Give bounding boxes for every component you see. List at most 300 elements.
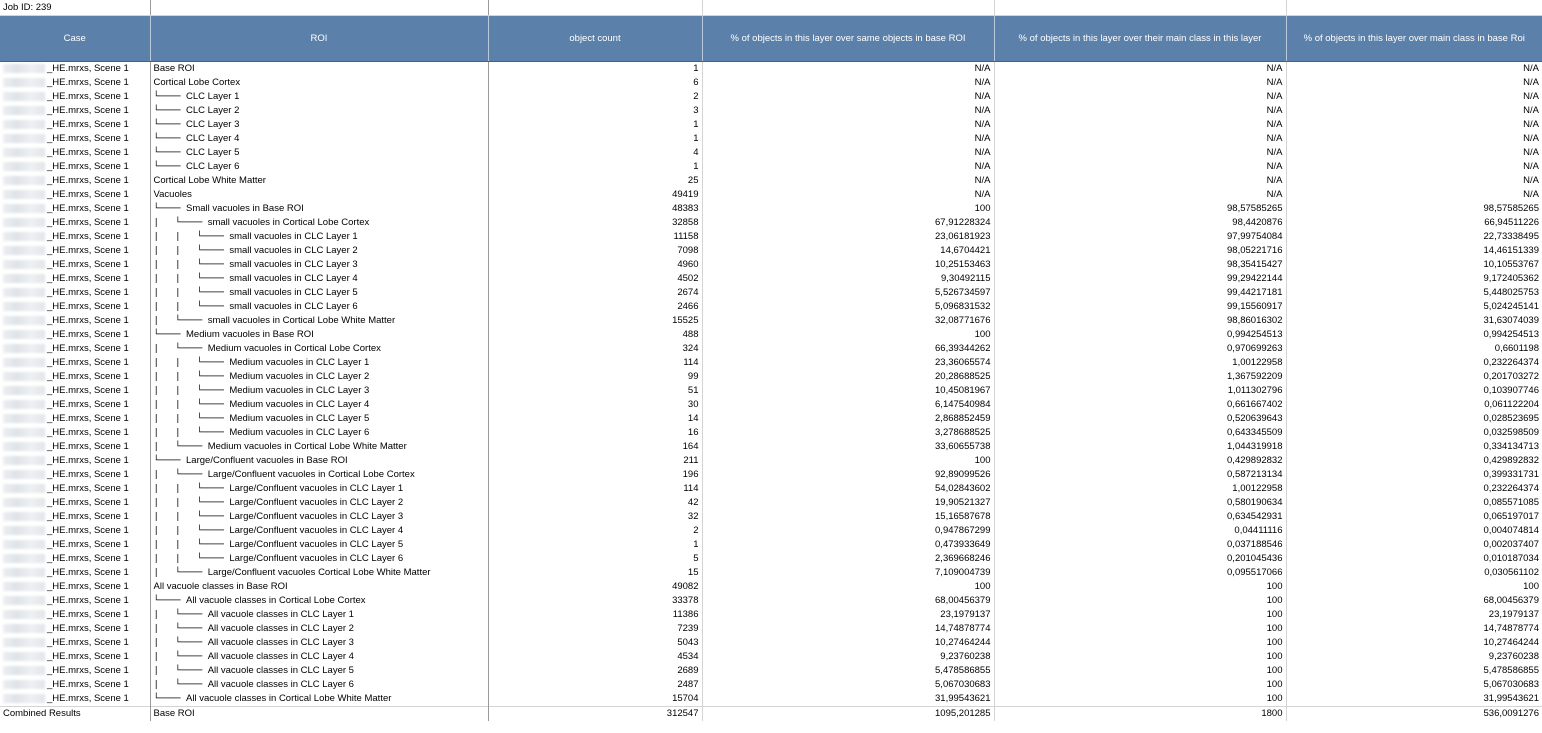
pct-main-class-layer-cell[interactable]: 0,970699263	[994, 342, 1286, 356]
pct-main-class-base-cell[interactable]: 14,46151339	[1286, 244, 1542, 258]
pct-base-roi-cell[interactable]: 92,89099526	[702, 468, 994, 482]
combined-roi-cell[interactable]: Base ROI	[150, 707, 488, 722]
object-count-cell[interactable]: 196	[488, 468, 702, 482]
pct-base-roi-cell[interactable]: 7,109004739	[702, 566, 994, 580]
pct-base-roi-cell[interactable]: N/A	[702, 62, 994, 77]
pct-main-class-base-cell[interactable]: N/A	[1286, 174, 1542, 188]
pct-main-class-layer-cell[interactable]: N/A	[994, 90, 1286, 104]
object-count-cell[interactable]: 488	[488, 328, 702, 342]
object-count-cell[interactable]: 2674	[488, 286, 702, 300]
pct-base-roi-cell[interactable]: 23,06181923	[702, 230, 994, 244]
roi-cell[interactable]	[150, 482, 488, 496]
pct-main-class-base-cell[interactable]: 0,232264374	[1286, 356, 1542, 370]
roi-cell[interactable]	[150, 370, 488, 384]
roi-cell[interactable]	[150, 398, 488, 412]
pct-base-roi-cell[interactable]: 67,91228324	[702, 216, 994, 230]
pct-main-class-base-cell[interactable]: 31,99543621	[1286, 692, 1542, 707]
pct-main-class-layer-cell[interactable]: 1,011302796	[994, 384, 1286, 398]
roi-cell[interactable]	[150, 412, 488, 426]
roi-cell[interactable]	[150, 664, 488, 678]
pct-main-class-base-cell[interactable]: 10,27464244	[1286, 636, 1542, 650]
pct-main-class-layer-cell[interactable]: 0,520639643	[994, 412, 1286, 426]
object-count-cell[interactable]: 5	[488, 552, 702, 566]
roi-text: Large/Confluent vacuoles in CLC Layer 3	[229, 511, 404, 522]
object-count-cell[interactable]: 5043	[488, 636, 702, 650]
pct-main-class-base-cell[interactable]: N/A	[1286, 160, 1542, 174]
case-cell[interactable]	[0, 356, 150, 370]
pct-base-roi-cell[interactable]: 54,02843602	[702, 482, 994, 496]
pct-main-class-layer-cell[interactable]: 0,994254513	[994, 328, 1286, 342]
roi-cell[interactable]	[150, 566, 488, 580]
roi-cell[interactable]	[150, 426, 488, 440]
roi-cell[interactable]	[150, 132, 488, 146]
pct-main-class-layer-cell[interactable]: 0,201045436	[994, 552, 1286, 566]
pct-main-class-layer-cell[interactable]: 100	[994, 664, 1286, 678]
pct-main-class-layer-cell[interactable]: 0,037188546	[994, 538, 1286, 552]
pct-main-class-layer-cell[interactable]: 0,643345509	[994, 426, 1286, 440]
pct-base-roi-cell[interactable]: 32,08771676	[702, 314, 994, 328]
object-count-cell[interactable]: 2	[488, 524, 702, 538]
pct-main-class-layer-cell[interactable]: N/A	[994, 174, 1286, 188]
combined-pct-main-class-layer-cell[interactable]: 1800	[994, 707, 1286, 722]
pct-main-class-base-cell[interactable]: 100	[1286, 580, 1542, 594]
object-count-cell[interactable]: 4534	[488, 650, 702, 664]
pct-main-class-base-cell[interactable]: 0,061122204	[1286, 398, 1542, 412]
roi-cell[interactable]	[150, 692, 488, 707]
empty-cell[interactable]	[994, 0, 1286, 16]
pct-main-class-layer-cell[interactable]: 99,15560917	[994, 300, 1286, 314]
pct-main-class-layer-cell[interactable]: 1,367592209	[994, 370, 1286, 384]
case-cell[interactable]	[0, 174, 150, 188]
roi-cell[interactable]	[150, 146, 488, 160]
pct-main-class-layer-cell[interactable]: 100	[994, 678, 1286, 692]
case-cell[interactable]	[0, 146, 150, 160]
case-cell[interactable]	[0, 678, 150, 692]
object-count-cell[interactable]: 16	[488, 426, 702, 440]
pct-base-roi-cell[interactable]: 5,478586855	[702, 664, 994, 678]
roi-cell[interactable]	[150, 454, 488, 468]
object-count-cell[interactable]: 25	[488, 174, 702, 188]
pct-main-class-base-cell[interactable]: 68,00456379	[1286, 594, 1542, 608]
roi-cell[interactable]	[150, 608, 488, 622]
roi-cell[interactable]	[150, 216, 488, 230]
pct-base-roi-cell[interactable]: N/A	[702, 104, 994, 118]
header-row	[0, 16, 1542, 62]
case-cell[interactable]	[0, 496, 150, 510]
roi-cell[interactable]	[150, 160, 488, 174]
pct-base-roi-cell[interactable]: 0,473933649	[702, 538, 994, 552]
pct-main-class-layer-cell[interactable]: 0,580190634	[994, 496, 1286, 510]
pct-base-roi-cell[interactable]: 9,30492115	[702, 272, 994, 286]
roi-cell[interactable]	[150, 62, 488, 77]
case-cell[interactable]	[0, 426, 150, 440]
pct-main-class-base-cell[interactable]: 0,232264374	[1286, 482, 1542, 496]
roi-cell[interactable]	[150, 510, 488, 524]
case-cell[interactable]	[0, 650, 150, 664]
pct-main-class-layer-cell[interactable]: 1,00122958	[994, 482, 1286, 496]
case-cell[interactable]	[0, 328, 150, 342]
pct-base-roi-cell[interactable]: 9,23760238	[702, 650, 994, 664]
pct-main-class-base-cell[interactable]: 9,23760238	[1286, 650, 1542, 664]
pct-main-class-base-cell[interactable]: 14,74878774	[1286, 622, 1542, 636]
pct-main-class-base-cell[interactable]: N/A	[1286, 146, 1542, 160]
roi-cell[interactable]	[150, 76, 488, 90]
object-count-cell[interactable]: 11386	[488, 608, 702, 622]
pct-main-class-layer-cell[interactable]: N/A	[994, 188, 1286, 202]
object-count-cell[interactable]: 15525	[488, 314, 702, 328]
roi-cell[interactable]	[150, 314, 488, 328]
pct-main-class-base-cell[interactable]: 5,067030683	[1286, 678, 1542, 692]
case-cell[interactable]	[0, 132, 150, 146]
object-count-cell[interactable]: 42	[488, 496, 702, 510]
roi-cell[interactable]	[150, 524, 488, 538]
roi-cell[interactable]	[150, 468, 488, 482]
pct-base-roi-cell[interactable]: 33,60655738	[702, 440, 994, 454]
case-cell[interactable]	[0, 300, 150, 314]
case-cell[interactable]	[0, 398, 150, 412]
object-count-cell[interactable]: 4	[488, 146, 702, 160]
pct-main-class-layer-cell[interactable]: 100	[994, 580, 1286, 594]
pct-main-class-layer-cell[interactable]: 98,86016302	[994, 314, 1286, 328]
object-count-cell[interactable]: 1	[488, 538, 702, 552]
roi-cell[interactable]	[150, 538, 488, 552]
roi-cell[interactable]	[150, 496, 488, 510]
object-count-cell[interactable]: 49419	[488, 188, 702, 202]
pct-base-roi-cell[interactable]: N/A	[702, 118, 994, 132]
case-cell[interactable]	[0, 664, 150, 678]
roi-cell[interactable]	[150, 300, 488, 314]
roi-cell[interactable]	[150, 552, 488, 566]
case-cell[interactable]	[0, 384, 150, 398]
pct-main-class-base-cell[interactable]: N/A	[1286, 132, 1542, 146]
pct-main-class-layer-cell[interactable]: 98,4420876	[994, 216, 1286, 230]
case-cell[interactable]	[0, 636, 150, 650]
case-cell[interactable]	[0, 258, 150, 272]
roi-cell[interactable]	[150, 202, 488, 216]
roi-cell[interactable]	[150, 286, 488, 300]
pct-main-class-layer-cell[interactable]: 0,634542931	[994, 510, 1286, 524]
roi-cell[interactable]	[150, 90, 488, 104]
pct-main-class-layer-cell[interactable]: 97,99754084	[994, 230, 1286, 244]
case-cell[interactable]	[0, 580, 150, 594]
pct-base-roi-cell[interactable]: 15,16587678	[702, 510, 994, 524]
case-cell[interactable]	[0, 342, 150, 356]
object-count-cell[interactable]: 32	[488, 510, 702, 524]
combined-count-cell[interactable]: 312547	[488, 707, 702, 722]
case-cell[interactable]	[0, 454, 150, 468]
pct-base-roi-cell[interactable]: 3,278688525	[702, 426, 994, 440]
pct-main-class-base-cell[interactable]: 0,994254513	[1286, 328, 1542, 342]
case-cell[interactable]	[0, 566, 150, 580]
pct-base-roi-cell[interactable]: 2,868852459	[702, 412, 994, 426]
case-cell[interactable]	[0, 552, 150, 566]
column-header-pct-main-class-layer[interactable]: % of objects in this layer over their main class in this layer	[994, 16, 1286, 62]
combined-case-cell[interactable]: Combined Results	[0, 707, 150, 722]
pct-main-class-base-cell[interactable]: 0,103907746	[1286, 384, 1542, 398]
pct-main-class-base-cell[interactable]: 0,085571085	[1286, 496, 1542, 510]
empty-cell[interactable]	[488, 0, 702, 16]
pct-base-roi-cell[interactable]: 19,90521327	[702, 496, 994, 510]
object-count-cell[interactable]: 164	[488, 440, 702, 454]
pct-base-roi-cell[interactable]: 23,36065574	[702, 356, 994, 370]
case-cell[interactable]	[0, 76, 150, 90]
case-cell[interactable]	[0, 272, 150, 286]
pct-base-roi-cell[interactable]: 10,45081967	[702, 384, 994, 398]
tree-prefix: | | └────	[153, 386, 230, 396]
case-cell[interactable]	[0, 594, 150, 608]
pct-base-roi-cell[interactable]: 100	[702, 202, 994, 216]
object-count-cell[interactable]: 15704	[488, 692, 702, 707]
object-count-cell[interactable]: 48383	[488, 202, 702, 216]
case-cell[interactable]	[0, 62, 150, 77]
case-cell[interactable]	[0, 314, 150, 328]
pct-base-roi-cell[interactable]: N/A	[702, 188, 994, 202]
pct-main-class-base-cell[interactable]: N/A	[1286, 76, 1542, 90]
pct-base-roi-cell[interactable]: 2,369668246	[702, 552, 994, 566]
object-count-cell[interactable]: 32858	[488, 216, 702, 230]
pct-main-class-base-cell[interactable]: 31,63074039	[1286, 314, 1542, 328]
pct-main-class-layer-cell[interactable]: 98,57585265	[994, 202, 1286, 216]
pct-base-roi-cell[interactable]: 6,147540984	[702, 398, 994, 412]
roi-cell[interactable]	[150, 580, 488, 594]
roi-cell[interactable]	[150, 622, 488, 636]
roi-cell[interactable]	[150, 258, 488, 272]
pct-main-class-base-cell[interactable]: 5,478586855	[1286, 664, 1542, 678]
pct-main-class-base-cell[interactable]: 5,448025753	[1286, 286, 1542, 300]
object-count-cell[interactable]: 7239	[488, 622, 702, 636]
pct-main-class-layer-cell[interactable]: 99,29422144	[994, 272, 1286, 286]
object-count-cell[interactable]: 49082	[488, 580, 702, 594]
object-count-cell[interactable]: 3	[488, 104, 702, 118]
roi-cell[interactable]	[150, 356, 488, 370]
pct-main-class-layer-cell[interactable]: 98,05221716	[994, 244, 1286, 258]
case-cell[interactable]	[0, 216, 150, 230]
pct-main-class-base-cell[interactable]: 66,94511226	[1286, 216, 1542, 230]
column-header-pct-main-class-base[interactable]: % of objects in this layer over main class in base Roi	[1286, 16, 1542, 62]
case-cell[interactable]	[0, 510, 150, 524]
combined-pct-main-class-base-cell[interactable]: 536,0091276	[1286, 707, 1542, 722]
case-cell[interactable]	[0, 104, 150, 118]
pct-base-roi-cell[interactable]: N/A	[702, 90, 994, 104]
empty-cell[interactable]	[150, 0, 488, 16]
object-count-cell[interactable]: 2487	[488, 678, 702, 692]
pct-main-class-base-cell[interactable]: 9,172405362	[1286, 272, 1542, 286]
case-cell[interactable]	[0, 538, 150, 552]
case-cell[interactable]	[0, 524, 150, 538]
pct-main-class-layer-cell[interactable]: 100	[994, 650, 1286, 664]
column-header-pct-base-roi[interactable]: % of objects in this layer over same objects in base ROI	[702, 16, 994, 62]
case-cell[interactable]	[0, 160, 150, 174]
case-cell[interactable]	[0, 692, 150, 707]
pct-main-class-base-cell[interactable]: 0,065197017	[1286, 510, 1542, 524]
job-id-cell[interactable]: Job ID: 239	[0, 0, 150, 16]
empty-cell[interactable]	[702, 0, 994, 16]
pct-base-roi-cell[interactable]: 23,1979137	[702, 608, 994, 622]
pct-base-roi-cell[interactable]: 10,25153463	[702, 258, 994, 272]
pct-main-class-base-cell[interactable]: 98,57585265	[1286, 202, 1542, 216]
pct-main-class-layer-cell[interactable]: N/A	[994, 146, 1286, 160]
object-count-cell[interactable]: 2	[488, 90, 702, 104]
pct-base-roi-cell[interactable]: 100	[702, 454, 994, 468]
redacted-filename-blur	[3, 302, 45, 311]
pct-main-class-layer-cell[interactable]: N/A	[994, 62, 1286, 77]
pct-main-class-layer-cell[interactable]: 100	[994, 608, 1286, 622]
column-header-roi[interactable]: ROI	[150, 16, 488, 62]
object-count-cell[interactable]: 99	[488, 370, 702, 384]
object-count-cell[interactable]: 11158	[488, 230, 702, 244]
pct-base-roi-cell[interactable]: N/A	[702, 132, 994, 146]
pct-main-class-layer-cell[interactable]: 98,35415427	[994, 258, 1286, 272]
pct-main-class-base-cell[interactable]: 0,429892832	[1286, 454, 1542, 468]
pct-base-roi-cell[interactable]: 100	[702, 328, 994, 342]
pct-main-class-layer-cell[interactable]: 100	[994, 594, 1286, 608]
pct-main-class-base-cell[interactable]: 22,73338495	[1286, 230, 1542, 244]
object-count-cell[interactable]: 4960	[488, 258, 702, 272]
roi-cell[interactable]	[150, 188, 488, 202]
pct-main-class-base-cell[interactable]: 0,032598509	[1286, 426, 1542, 440]
pct-base-roi-cell[interactable]: 31,99543621	[702, 692, 994, 707]
roi-cell[interactable]	[150, 174, 488, 188]
pct-main-class-layer-cell[interactable]: 0,661667402	[994, 398, 1286, 412]
case-cell[interactable]	[0, 202, 150, 216]
case-cell[interactable]	[0, 412, 150, 426]
object-count-cell[interactable]: 1	[488, 62, 702, 77]
object-count-cell[interactable]: 1	[488, 160, 702, 174]
object-count-cell[interactable]: 51	[488, 384, 702, 398]
pct-base-roi-cell[interactable]: 10,27464244	[702, 636, 994, 650]
pct-base-roi-cell[interactable]: 20,28688525	[702, 370, 994, 384]
pct-main-class-layer-cell[interactable]: N/A	[994, 118, 1286, 132]
object-count-cell[interactable]: 15	[488, 566, 702, 580]
pct-main-class-layer-cell[interactable]: 0,095517066	[994, 566, 1286, 580]
object-count-cell[interactable]: 14	[488, 412, 702, 426]
roi-cell[interactable]	[150, 678, 488, 692]
pct-base-roi-cell[interactable]: N/A	[702, 146, 994, 160]
pct-base-roi-cell[interactable]: 5,096831532	[702, 300, 994, 314]
pct-main-class-layer-cell[interactable]: N/A	[994, 104, 1286, 118]
object-count-cell[interactable]: 1	[488, 132, 702, 146]
roi-cell[interactable]	[150, 650, 488, 664]
pct-main-class-layer-cell[interactable]: 0,429892832	[994, 454, 1286, 468]
roi-cell[interactable]	[150, 384, 488, 398]
case-cell[interactable]	[0, 118, 150, 132]
object-count-cell[interactable]: 6	[488, 76, 702, 90]
roi-cell[interactable]	[150, 636, 488, 650]
pct-main-class-base-cell[interactable]: 0,399331731	[1286, 468, 1542, 482]
pct-main-class-layer-cell[interactable]: 100	[994, 692, 1286, 707]
pct-main-class-layer-cell[interactable]: N/A	[994, 132, 1286, 146]
pct-main-class-layer-cell[interactable]: 100	[994, 622, 1286, 636]
pct-main-class-base-cell[interactable]: N/A	[1286, 90, 1542, 104]
roi-cell[interactable]	[150, 594, 488, 608]
roi-cell[interactable]	[150, 342, 488, 356]
pct-main-class-layer-cell[interactable]: N/A	[994, 76, 1286, 90]
pct-main-class-base-cell[interactable]: 0,028523695	[1286, 412, 1542, 426]
pct-main-class-base-cell[interactable]: 0,334134713	[1286, 440, 1542, 454]
column-header-case[interactable]: Case	[0, 16, 150, 62]
object-count-cell[interactable]: 1	[488, 118, 702, 132]
pct-main-class-layer-cell[interactable]: 100	[994, 636, 1286, 650]
pct-main-class-layer-cell[interactable]: 0,04411116	[994, 524, 1286, 538]
pct-base-roi-cell[interactable]: N/A	[702, 160, 994, 174]
roi-cell[interactable]	[150, 244, 488, 258]
case-cell[interactable]	[0, 230, 150, 244]
pct-main-class-base-cell[interactable]: N/A	[1286, 62, 1542, 77]
pct-main-class-base-cell[interactable]: 0,030561102	[1286, 566, 1542, 580]
pct-main-class-layer-cell[interactable]: 1,00122958	[994, 356, 1286, 370]
pct-main-class-base-cell[interactable]: N/A	[1286, 118, 1542, 132]
combined-pct-base-roi-cell[interactable]: 1095,201285	[702, 707, 994, 722]
object-count-cell[interactable]: 7098	[488, 244, 702, 258]
pct-base-roi-cell[interactable]: N/A	[702, 76, 994, 90]
case-cell[interactable]	[0, 188, 150, 202]
object-count-cell[interactable]: 2689	[488, 664, 702, 678]
roi-cell[interactable]	[150, 118, 488, 132]
roi-cell[interactable]	[150, 104, 488, 118]
pct-main-class-layer-cell[interactable]: 99,44217181	[994, 286, 1286, 300]
case-cell[interactable]	[0, 370, 150, 384]
pct-main-class-layer-cell[interactable]: 1,044319918	[994, 440, 1286, 454]
roi-cell[interactable]	[150, 272, 488, 286]
tree-prefix: | └────	[153, 624, 208, 634]
object-count-cell[interactable]: 211	[488, 454, 702, 468]
pct-main-class-base-cell[interactable]: 0,002037407	[1286, 538, 1542, 552]
case-cell[interactable]	[0, 468, 150, 482]
object-count-cell[interactable]: 30	[488, 398, 702, 412]
object-count-cell[interactable]: 33378	[488, 594, 702, 608]
roi-cell[interactable]	[150, 328, 488, 342]
case-cell[interactable]	[0, 482, 150, 496]
column-header-object-count[interactable]: object count	[488, 16, 702, 62]
pct-base-roi-cell[interactable]: N/A	[702, 174, 994, 188]
case-cell[interactable]	[0, 440, 150, 454]
pct-base-roi-cell[interactable]: 14,74878774	[702, 622, 994, 636]
roi-cell[interactable]	[150, 440, 488, 454]
pct-main-class-base-cell[interactable]: 5,024245141	[1286, 300, 1542, 314]
pct-main-class-base-cell[interactable]: 0,010187034	[1286, 552, 1542, 566]
pct-main-class-base-cell[interactable]: N/A	[1286, 104, 1542, 118]
pct-main-class-base-cell[interactable]: 23,1979137	[1286, 608, 1542, 622]
roi-cell[interactable]	[150, 230, 488, 244]
pct-base-roi-cell[interactable]: 5,526734597	[702, 286, 994, 300]
pct-main-class-layer-cell[interactable]: N/A	[994, 160, 1286, 174]
pct-base-roi-cell[interactable]: 14,6704421	[702, 244, 994, 258]
empty-cell[interactable]	[1286, 0, 1542, 16]
case-cell[interactable]	[0, 622, 150, 636]
object-count-cell[interactable]: 114	[488, 482, 702, 496]
object-count-cell[interactable]: 4502	[488, 272, 702, 286]
case-cell[interactable]	[0, 286, 150, 300]
pct-main-class-base-cell[interactable]: N/A	[1286, 188, 1542, 202]
redacted-filename-blur	[3, 148, 45, 157]
pct-main-class-base-cell[interactable]: 0,201703272	[1286, 370, 1542, 384]
case-cell[interactable]	[0, 90, 150, 104]
object-count-cell[interactable]: 2466	[488, 300, 702, 314]
pct-main-class-base-cell[interactable]: 0,004074814	[1286, 524, 1542, 538]
pct-main-class-base-cell[interactable]: 0,6601198	[1286, 342, 1542, 356]
object-count-cell[interactable]: 324	[488, 342, 702, 356]
pct-base-roi-cell[interactable]: 5,067030683	[702, 678, 994, 692]
pct-main-class-base-cell[interactable]: 10,10553767	[1286, 258, 1542, 272]
pct-base-roi-cell[interactable]: 0,947867299	[702, 524, 994, 538]
case-cell[interactable]	[0, 244, 150, 258]
pct-main-class-layer-cell[interactable]: 0,587213134	[994, 468, 1286, 482]
pct-base-roi-cell[interactable]: 100	[702, 580, 994, 594]
object-count-cell[interactable]: 114	[488, 356, 702, 370]
pct-base-roi-cell[interactable]: 66,39344262	[702, 342, 994, 356]
case-cell[interactable]	[0, 608, 150, 622]
pct-base-roi-cell[interactable]: 68,00456379	[702, 594, 994, 608]
